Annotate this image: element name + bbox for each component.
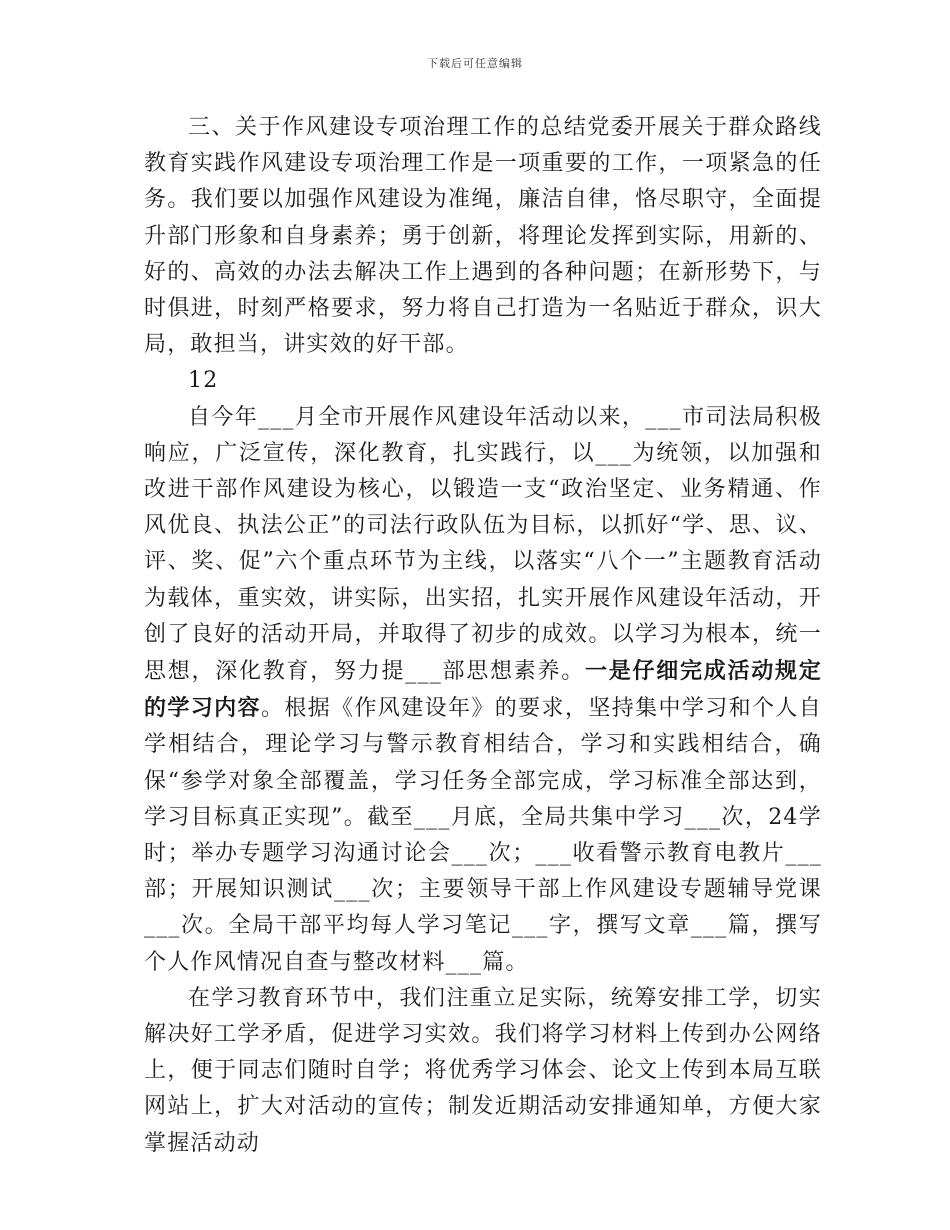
paragraph-summary: 三、关于作风建设专项治理工作的总结党委开展关于群众路线教育实践作风建设专项治理工作是一项重要的工作，一项紧急的任务。我们要以加强作风建设为准绳，廉洁自律，恪尽职守，全面提升部门形象和自身素养；勇于创新，将理论发挥到实际，用新的、好的、高效的办法去解决工作上遇到的各种问题；在新形势下，与时俱进，时刻严格要求，努力将自己打造为一名贴近于群众，识大局，敢担当，讲实效的好干部。	[144, 115, 822, 358]
page-header: 下载后可任意编辑	[427, 57, 523, 70]
section-number: 12	[188, 368, 219, 394]
document-body	[144, 110, 822, 1162]
paragraph-study-method: 在学习教育环节中，我们注重立足实际，统筹安排工学，切实解决好工学矛盾，促进学习实效。我们将学习材料上传到办公网络上，便于同志们随时自学；将优秀学习体会、论文上传到本局互联网站上，扩大对活动的宣传；制发近期活动安排通知单，方便大家掌握活动动	[144, 985, 822, 1156]
paragraph-text-after: 。根据《作风建设年》的要求，坚持集中学习和个人自学相结合，理论学习与警示教育相结合，学习和实践相结合，确保“参学对象全部覆盖，学习任务全部完成，学习标准全部达到，学习目标真正实现”。截至___月底，全局共集中学习___次，24学时；举办专题学习沟通讨论会___次；___收看警示教育电教片___部；开展知识测试___次；主要领导干部上作风建设专题辅导党课___次。全局干部平均每人学习笔记___字，撰写文章___篇，撰写个人作风情况自查与整改材料___篇。	[144, 696, 822, 975]
paragraph-text-before: 自今年___月全市开展作风建设年活动以来，___市司法局积极响应，广泛宣传，深化教育，扎实践行，以___为统领，以加强和改进干部作风建设为核心，以锻造一支“政治坚定、业务精通、作风优良、执法公正”的司法行政队伍为目标，以抓好“学、思、议、评、奖、促”六个重点环节为主线，以落实“八个一”主题教育活动为载体，重实效，讲实际，出实招，扎实开展作风建设年活动，开创了良好的活动开局，并取得了初步的成效。以学习为根本，统一思想，深化教育，努力提___部思想素养。	[144, 404, 822, 685]
paragraph-study-report	[144, 400, 822, 981]
bold-emphasis: 一是仔细完成活动规定的学习内容	[144, 658, 822, 722]
